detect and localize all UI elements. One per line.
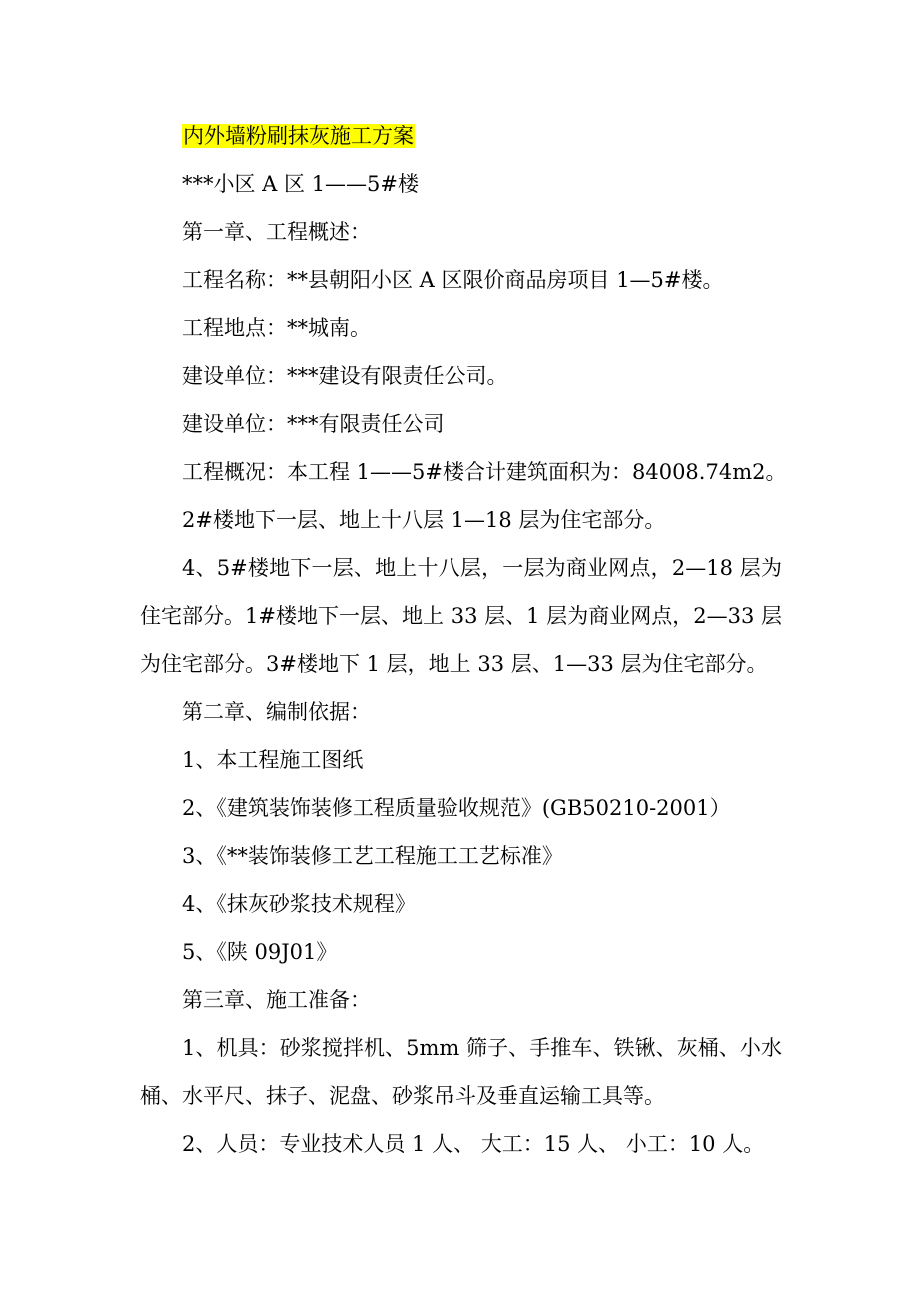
basis-item-5: 5、《陕 09J01》 bbox=[182, 940, 338, 964]
basis-item-4: 4、《抹灰砂浆技术规程》 bbox=[182, 892, 416, 916]
basis-item-1: 1、本工程施工图纸 bbox=[182, 748, 364, 772]
chapter-2-heading: 第二章、编制依据： bbox=[182, 700, 371, 724]
equipment-paragraph: 1、机具：砂浆搅拌机、5mm 筛子、手推车、铁锹、灰桶、小水桶、水平尺、抹子、泥盘、砂浆吊斗及垂直运输工具等。 bbox=[140, 1036, 782, 1108]
document-title-line bbox=[140, 112, 782, 160]
document-title: 内外墙粉刷抹灰施工方案 bbox=[183, 124, 414, 148]
document-subtitle: ***小区 A 区 1——5#楼 bbox=[182, 172, 420, 196]
document-body bbox=[140, 112, 787, 1168]
chapter-3-heading: 第三章、施工准备： bbox=[182, 988, 371, 1012]
chapter-1-heading: 第一章、工程概述： bbox=[182, 220, 371, 244]
buildings-paragraph: 4、5#楼地下一层、地上十八层，一层为商业网点，2—18 层为住宅部分。1#楼地下一层、地上 33 层、1 层为商业网点，2—33 层为住宅部分。3#楼地下 1 层，地上 33 层、1—33 层为住宅部分。 bbox=[140, 556, 782, 676]
project-name-line: 工程名称：**县朝阳小区 A 区限价商品房项目 1—5#楼。 bbox=[182, 268, 724, 292]
project-location-line: 工程地点：**城南。 bbox=[182, 316, 371, 340]
project-overview-line: 工程概况：本工程 1——5#楼合计建筑面积为：84008.74m2。 bbox=[182, 460, 787, 484]
builder-line-1: 建设单位：***建设有限责任公司。 bbox=[182, 364, 508, 388]
personnel-line: 2、人员：专业技术人员 1 人、 大工：15 人、 小工：10 人。 bbox=[182, 1132, 765, 1156]
basis-item-3: 3、《**装饰装修工艺工程施工工艺标准》 bbox=[182, 844, 563, 868]
basis-item-2: 2、《建筑装饰装修工程质量验收规范》(GB50210-2001） bbox=[182, 796, 731, 820]
builder-line-2: 建设单位：***有限责任公司 bbox=[182, 412, 445, 436]
building-2-line: 2#楼地下一层、地上十八层 1—18 层为住宅部分。 bbox=[182, 508, 666, 532]
